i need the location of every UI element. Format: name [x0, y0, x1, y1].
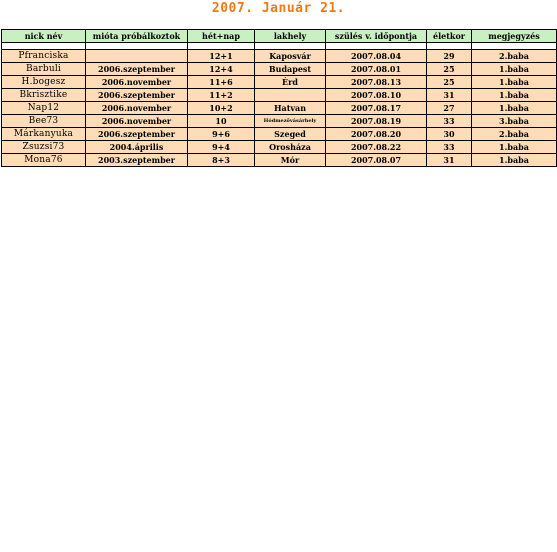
- cell-note: 1.baba: [472, 141, 557, 154]
- cell-week-day: 12+1: [188, 50, 255, 63]
- table-row: [2, 128, 557, 141]
- cell-nick: Pfranciska: [2, 50, 86, 63]
- table-row: [2, 102, 557, 115]
- header-note: megjegyzés: [472, 30, 557, 43]
- cell-age: 30: [427, 128, 472, 141]
- table-row: [2, 76, 557, 89]
- header-week-day: hét+nap: [188, 30, 255, 43]
- table-row: [2, 50, 557, 63]
- cell-since: 2006.november: [86, 115, 188, 128]
- cell-week-day: 11+6: [188, 76, 255, 89]
- table-row: [2, 63, 557, 76]
- cell-age: 31: [427, 89, 472, 102]
- cell-residence: Érd: [255, 76, 326, 89]
- cell-residence: Kaposvár: [255, 50, 326, 63]
- cell-since: [86, 50, 188, 63]
- cell-note: 1.baba: [472, 154, 557, 167]
- cell-since: 2006.szeptember: [86, 128, 188, 141]
- cell-birth-date: 2007.08.04: [326, 50, 427, 63]
- cell-since: 2006.november: [86, 102, 188, 115]
- cell-since: 2003.szeptember: [86, 154, 188, 167]
- cell-note: 3.baba: [472, 115, 557, 128]
- header-birth-date: szülés v. időpontja: [326, 30, 427, 43]
- table-row: [2, 154, 557, 167]
- cell-note: 1.baba: [472, 102, 557, 115]
- cell-nick: Bkrisztike: [2, 89, 86, 102]
- spacer-row: [2, 43, 557, 50]
- header-row: [2, 30, 557, 43]
- cell-age: 31: [427, 154, 472, 167]
- data-table: [1, 29, 557, 167]
- cell-nick: Márkanyuka: [2, 128, 86, 141]
- cell-nick: Nap12: [2, 102, 86, 115]
- cell-nick: Bee73: [2, 115, 86, 128]
- page-title: 2007. Január 21.: [211, 1, 346, 16]
- cell-birth-date: 2007.08.13: [326, 76, 427, 89]
- header-age: életkor: [427, 30, 472, 43]
- cell-residence: [255, 89, 326, 102]
- cell-residence: Hatvan: [255, 102, 326, 115]
- cell-week-day: 10+2: [188, 102, 255, 115]
- cell-residence: Orosháza: [255, 141, 326, 154]
- cell-age: 25: [427, 63, 472, 76]
- cell-note: 1.baba: [472, 89, 557, 102]
- cell-age: 33: [427, 115, 472, 128]
- header-residence: lakhely: [255, 30, 326, 43]
- cell-birth-date: 2007.08.17: [326, 102, 427, 115]
- cell-week-day: 8+3: [188, 154, 255, 167]
- cell-note: 1.baba: [472, 63, 557, 76]
- cell-age: 25: [427, 76, 472, 89]
- cell-week-day: 9+6: [188, 128, 255, 141]
- header-nick: nick név: [2, 30, 86, 43]
- cell-birth-date: 2007.08.20: [326, 128, 427, 141]
- cell-since: 2006.szeptember: [86, 89, 188, 102]
- cell-residence: Budapest: [255, 63, 326, 76]
- cell-since: 2004.április: [86, 141, 188, 154]
- cell-age: 29: [427, 50, 472, 63]
- cell-birth-date: 2007.08.19: [326, 115, 427, 128]
- table-row: [2, 115, 557, 128]
- cell-nick: Mona76: [2, 154, 86, 167]
- cell-week-day: 11+2: [188, 89, 255, 102]
- cell-note: 2.baba: [472, 128, 557, 141]
- cell-nick: Zsuzsi73: [2, 141, 86, 154]
- table-row: [2, 141, 557, 154]
- cell-note: 2.baba: [472, 50, 557, 63]
- cell-age: 33: [427, 141, 472, 154]
- cell-age: 27: [427, 102, 472, 115]
- cell-residence: Szeged: [255, 128, 326, 141]
- cell-since: 2006.szeptember: [86, 63, 188, 76]
- cell-week-day: 9+4: [188, 141, 255, 154]
- cell-week-day: 10: [188, 115, 255, 128]
- cell-birth-date: 2007.08.07: [326, 154, 427, 167]
- table-row: [2, 89, 557, 102]
- cell-birth-date: 2007.08.10: [326, 89, 427, 102]
- cell-residence: Mór: [255, 154, 326, 167]
- header-since: mióta próbálkoztok: [86, 30, 188, 43]
- cell-nick: Barbuli: [2, 63, 86, 76]
- cell-birth-date: 2007.08.22: [326, 141, 427, 154]
- cell-nick: H.bogesz: [2, 76, 86, 89]
- cell-birth-date: 2007.08.01: [326, 63, 427, 76]
- cell-residence: Hódmezővásárhely: [255, 115, 326, 128]
- cell-note: 1.baba: [472, 76, 557, 89]
- cell-since: 2006.november: [86, 76, 188, 89]
- cell-week-day: 12+4: [188, 63, 255, 76]
